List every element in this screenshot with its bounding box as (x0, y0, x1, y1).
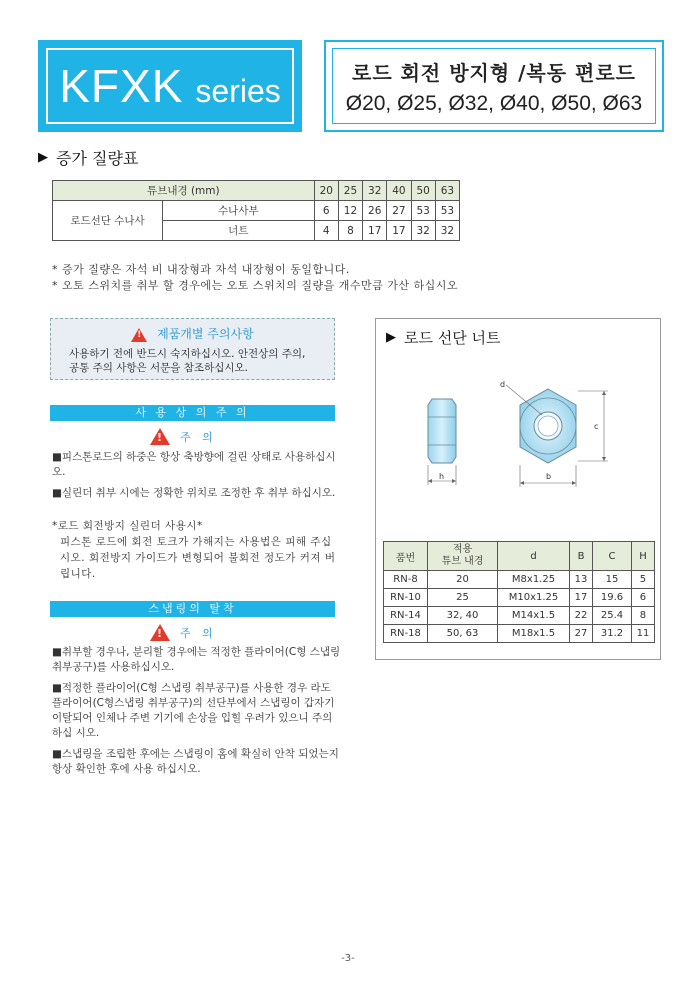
weight-heading-text: 증가 질량표 (56, 149, 139, 168)
usage-bar: 사 용 상 의 주 의 (50, 405, 335, 421)
dim-label-b: b (546, 472, 552, 481)
cell: RN-14 (384, 607, 428, 625)
row-label-cell: 너트 (163, 221, 315, 241)
cell: 11 (631, 625, 654, 643)
table-row (384, 589, 655, 607)
series-banner-inner (46, 48, 294, 124)
caution-title (51, 325, 334, 342)
warning-label: 주 의 (180, 430, 217, 444)
dim-label-h: h (439, 472, 445, 481)
warning-icon: ! (150, 428, 170, 445)
usage-bullets (52, 450, 342, 507)
value-cell: 4 (314, 221, 338, 241)
nut-table (383, 541, 655, 643)
note-line: * 오토 스위치를 취부 할 경우에는 오토 스위치의 질량을 개수만큼 가산 하십시오 (52, 279, 458, 292)
row-label-cell: 수나사부 (163, 201, 315, 221)
table-row (53, 201, 460, 221)
warning-icon: ! (150, 624, 170, 641)
bore-cell: 20 (314, 181, 338, 201)
rotation-body: 피스톤 로드에 회전 토크가 가해지는 사용법은 피해 주십시오. 회전방지 가이드가 변형되어 불회전 정도가 커져 버립니다. (60, 536, 336, 580)
warning-label: 주 의 (180, 626, 217, 640)
page-title: 로드 회전 방지형 /복동 편로드 (352, 60, 636, 85)
list-item: ■적정한 플라이어(C형 스냅링 취부공구)를 사용한 경우 라도 플라이어(C형스냅링 취부공구)의 선단부에서 스냅링이 갑자기 이탈되어 인체나 주변 기기에 손상을 입힐 우려가 있으니 주의하십 시오. (52, 682, 335, 739)
note-line: * 증가 질량은 자석 비 내장형과 자석 내장형이 동일합니다. (52, 263, 350, 276)
caution-line: 공통 주의 사항은 서문을 참조하십시오. (69, 362, 248, 374)
col-header: H (631, 542, 654, 571)
table-row (384, 571, 655, 589)
col-header-line: 튜브 내경 (441, 556, 484, 567)
weight-table (52, 180, 460, 241)
series-word: series (195, 72, 281, 109)
list-item: ■실린더 취부 시에는 정확한 위치로 조정한 후 취부 하십시오. (52, 487, 336, 499)
snap-bar: 스냅링의 탈착 (50, 601, 335, 617)
cell: 27 (570, 625, 593, 643)
value-cell: 12 (338, 201, 362, 221)
nut-side-view (428, 399, 456, 485)
table-row (53, 181, 460, 201)
cell: 22 (570, 607, 593, 625)
group-label-cell: 로드선단 수나사 (53, 201, 163, 241)
table-row (384, 625, 655, 643)
rotation-note (52, 518, 342, 582)
table-row (384, 607, 655, 625)
cell: 25.4 (593, 607, 632, 625)
cell: RN-10 (384, 589, 428, 607)
caution-line: 사용하기 전에 반드시 숙지하십시오. 안전상의 주의, (69, 348, 306, 360)
cell: M18x1.5 (498, 625, 570, 643)
title-box-inner (332, 48, 656, 124)
warning-icon: ! (131, 328, 147, 342)
nut-drawing (376, 369, 662, 519)
weight-notes (52, 262, 458, 294)
cell: RN-18 (384, 625, 428, 643)
nut-panel (375, 318, 661, 660)
cell: M8x1.25 (498, 571, 570, 589)
caution-box (50, 318, 335, 380)
cell: RN-8 (384, 571, 428, 589)
col-header: C (593, 542, 632, 571)
cell: 8 (631, 607, 654, 625)
value-cell: 26 (363, 201, 387, 221)
snap-bullets (52, 645, 342, 783)
table-row (384, 542, 655, 571)
nut-heading-text: 로드 선단 너트 (404, 329, 501, 347)
title-box (324, 40, 664, 132)
value-cell: 27 (387, 201, 411, 221)
triangle-bullet-icon: ▶ (38, 150, 48, 165)
value-cell: 32 (411, 221, 435, 241)
usage-warning (150, 428, 217, 445)
list-item: ■스냅링을 조립한 후에는 스냅링이 홈에 확실히 안착 되었는지 항상 확인한 후에 사용 하십시오. (52, 748, 339, 775)
cell: 25 (428, 589, 498, 607)
col-header: B (570, 542, 593, 571)
bore-cell: 40 (387, 181, 411, 201)
cell: 5 (631, 571, 654, 589)
bore-cell: 32 (363, 181, 387, 201)
cell: 20 (428, 571, 498, 589)
snap-warning (150, 624, 217, 641)
bore-header-cell: 튜브내경 (mm) (53, 181, 315, 201)
value-cell: 8 (338, 221, 362, 241)
cell: 32, 40 (428, 607, 498, 625)
dim-label-c: c (594, 422, 599, 431)
col-header-bore (428, 542, 498, 571)
bore-sizes: Ø20, Ø25, Ø32, Ø40, Ø50, Ø63 (345, 91, 643, 115)
cell: 6 (631, 589, 654, 607)
value-cell: 17 (363, 221, 387, 241)
caution-title-text: 제품개별 주의사항 (157, 327, 254, 341)
list-item: ■피스톤로드의 하중은 항상 축방향에 걸린 상태로 사용하십시오. (52, 451, 336, 478)
col-header: 품번 (384, 542, 428, 571)
value-cell: 53 (435, 201, 459, 221)
value-cell: 17 (387, 221, 411, 241)
nut-heading (386, 327, 500, 348)
cell: 31.2 (593, 625, 632, 643)
bore-cell: 25 (338, 181, 362, 201)
list-item: ■취부할 경우나, 분리할 경우에는 적정한 플라이어(C형 스냅링 취부공구)를 사용하십시오. (52, 646, 341, 673)
nut-front-view (500, 380, 608, 487)
dim-label-d: d (500, 380, 506, 389)
cell: 15 (593, 571, 632, 589)
triangle-bullet-icon: ▶ (386, 330, 396, 345)
page-number: -3- (341, 953, 355, 964)
cell: 19.6 (593, 589, 632, 607)
cell: M10x1.25 (498, 589, 570, 607)
col-header-line: 적용 (452, 544, 473, 555)
value-cell: 6 (314, 201, 338, 221)
weight-heading (38, 146, 138, 169)
cell: 13 (570, 571, 593, 589)
bore-cell: 50 (411, 181, 435, 201)
rotation-title: *로드 회전방지 실린더 사용시* (52, 520, 203, 532)
value-cell: 53 (411, 201, 435, 221)
cell: 50, 63 (428, 625, 498, 643)
cell: M14x1.5 (498, 607, 570, 625)
col-header: d (498, 542, 570, 571)
series-code: KFXK (59, 60, 184, 112)
cell: 17 (570, 589, 593, 607)
bore-cell: 63 (435, 181, 459, 201)
series-banner (38, 40, 302, 132)
caution-body (69, 347, 305, 375)
value-cell: 32 (435, 221, 459, 241)
